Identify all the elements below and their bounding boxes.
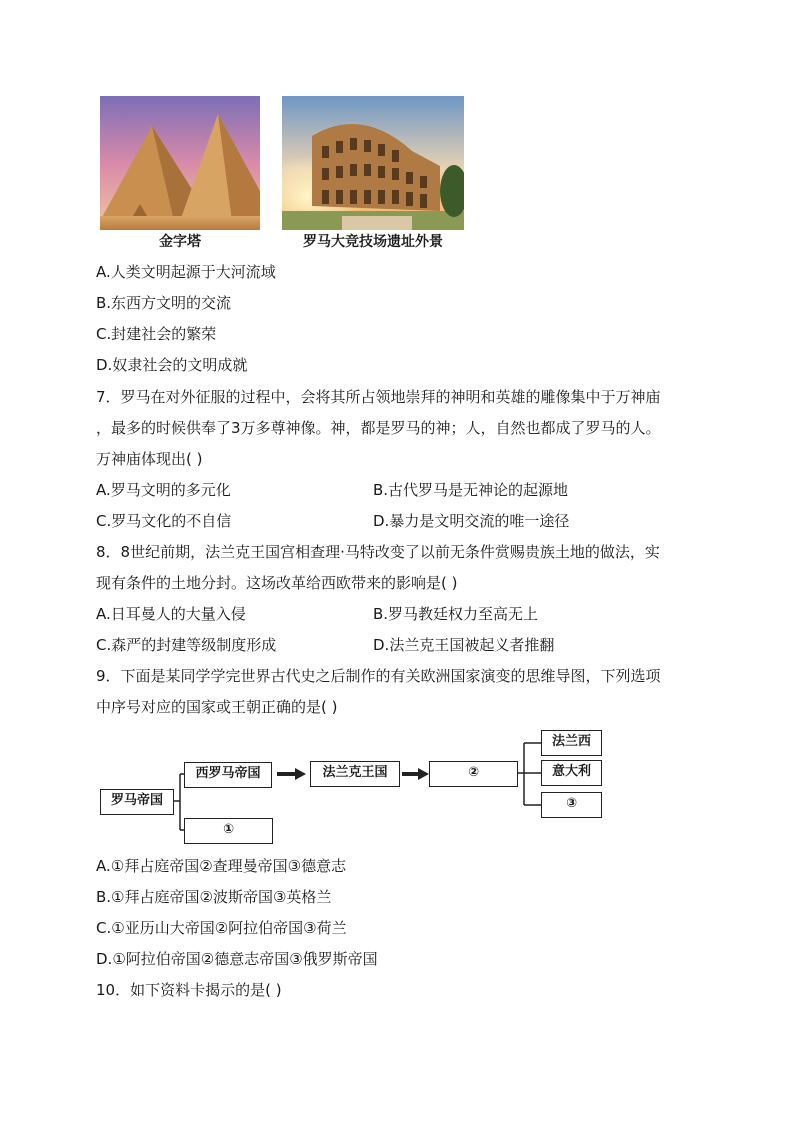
- colosseum-photo: [282, 96, 464, 230]
- q9-option-d: D.①阿拉伯帝国②德意志帝国③俄罗斯帝国: [96, 950, 378, 968]
- node-blank-3: ③: [541, 792, 602, 818]
- node-frankish-kingdom: 法兰克王国: [310, 761, 400, 787]
- q9-option-b: B.①拜占庭帝国②波斯帝国③英格兰: [96, 888, 332, 906]
- q7-stem-line2: ，最多的时候供奉了3万多尊神像。神，都是罗马的神；人，自然也都成了罗马的人。: [96, 419, 661, 437]
- node-italy: 意大利: [541, 760, 602, 786]
- q9-option-a: A.①拜占庭帝国②查理曼帝国③德意志: [96, 857, 347, 875]
- q6-option-d: D.奴隶社会的文明成就: [96, 356, 248, 374]
- q9-option-c: C.①亚历山大帝国②阿拉伯帝国③荷兰: [96, 919, 347, 937]
- node-blank-2: ②: [429, 761, 518, 787]
- q8-option-b: B.罗马教廷权力至高无上: [373, 605, 539, 623]
- node-roman-empire: 罗马帝国: [100, 789, 174, 815]
- q7-stem-line3: 万神庙体现出( ): [96, 450, 203, 468]
- q8-option-a: A.日耳曼人的大量入侵: [96, 605, 246, 623]
- q8-option-d: D.法兰克王国被起义者推翻: [373, 636, 555, 654]
- q9-stem-line2: 中序号对应的国家或王朝正确的是( ): [96, 698, 338, 716]
- node-western-roman-empire: 西罗马帝国: [184, 762, 272, 788]
- q9-stem-line1: 9．下面是某同学学完世界古代史之后制作的有关欧洲国家演变的思维导图，下列选项: [96, 667, 661, 685]
- node-france: 法兰西: [541, 730, 602, 756]
- q8-stem-line1: 8．8世纪前期，法兰克王国宫相查理·马特改变了以前无条件赏赐贵族土地的做法，实: [96, 543, 660, 561]
- q7-option-d: D.暴力是文明交流的唯一途径: [373, 512, 570, 530]
- pyramid-photo: [100, 96, 260, 230]
- q6-option-b: B.东西方文明的交流: [96, 294, 232, 312]
- q8-option-c: C.森严的封建等级制度形成: [96, 636, 277, 654]
- pyramid-caption: 金字塔: [159, 234, 201, 250]
- colosseum-caption: 罗马大竞技场遗址外景: [303, 234, 443, 250]
- q7-option-a: A.罗马文明的多元化: [96, 481, 231, 499]
- q8-stem-line2: 现有条件的土地分封。这场改革给西欧带来的影响是( ): [96, 574, 458, 592]
- node-blank-1: ①: [184, 818, 273, 844]
- q6-option-c: C.封建社会的繁荣: [96, 325, 217, 343]
- q7-option-c: C.罗马文化的不自信: [96, 512, 232, 530]
- q6-option-a: A.人类文明起源于大河流域: [96, 263, 276, 281]
- q10-stem-line1: 10．如下资料卡揭示的是( ): [96, 981, 282, 999]
- q7-stem-line1: 7．罗马在对外征服的过程中，会将其所占领地崇拜的神明和英雄的雕像集中于万神庙: [96, 388, 661, 406]
- q7-option-b: B.古代罗马是无神论的起源地: [373, 481, 569, 499]
